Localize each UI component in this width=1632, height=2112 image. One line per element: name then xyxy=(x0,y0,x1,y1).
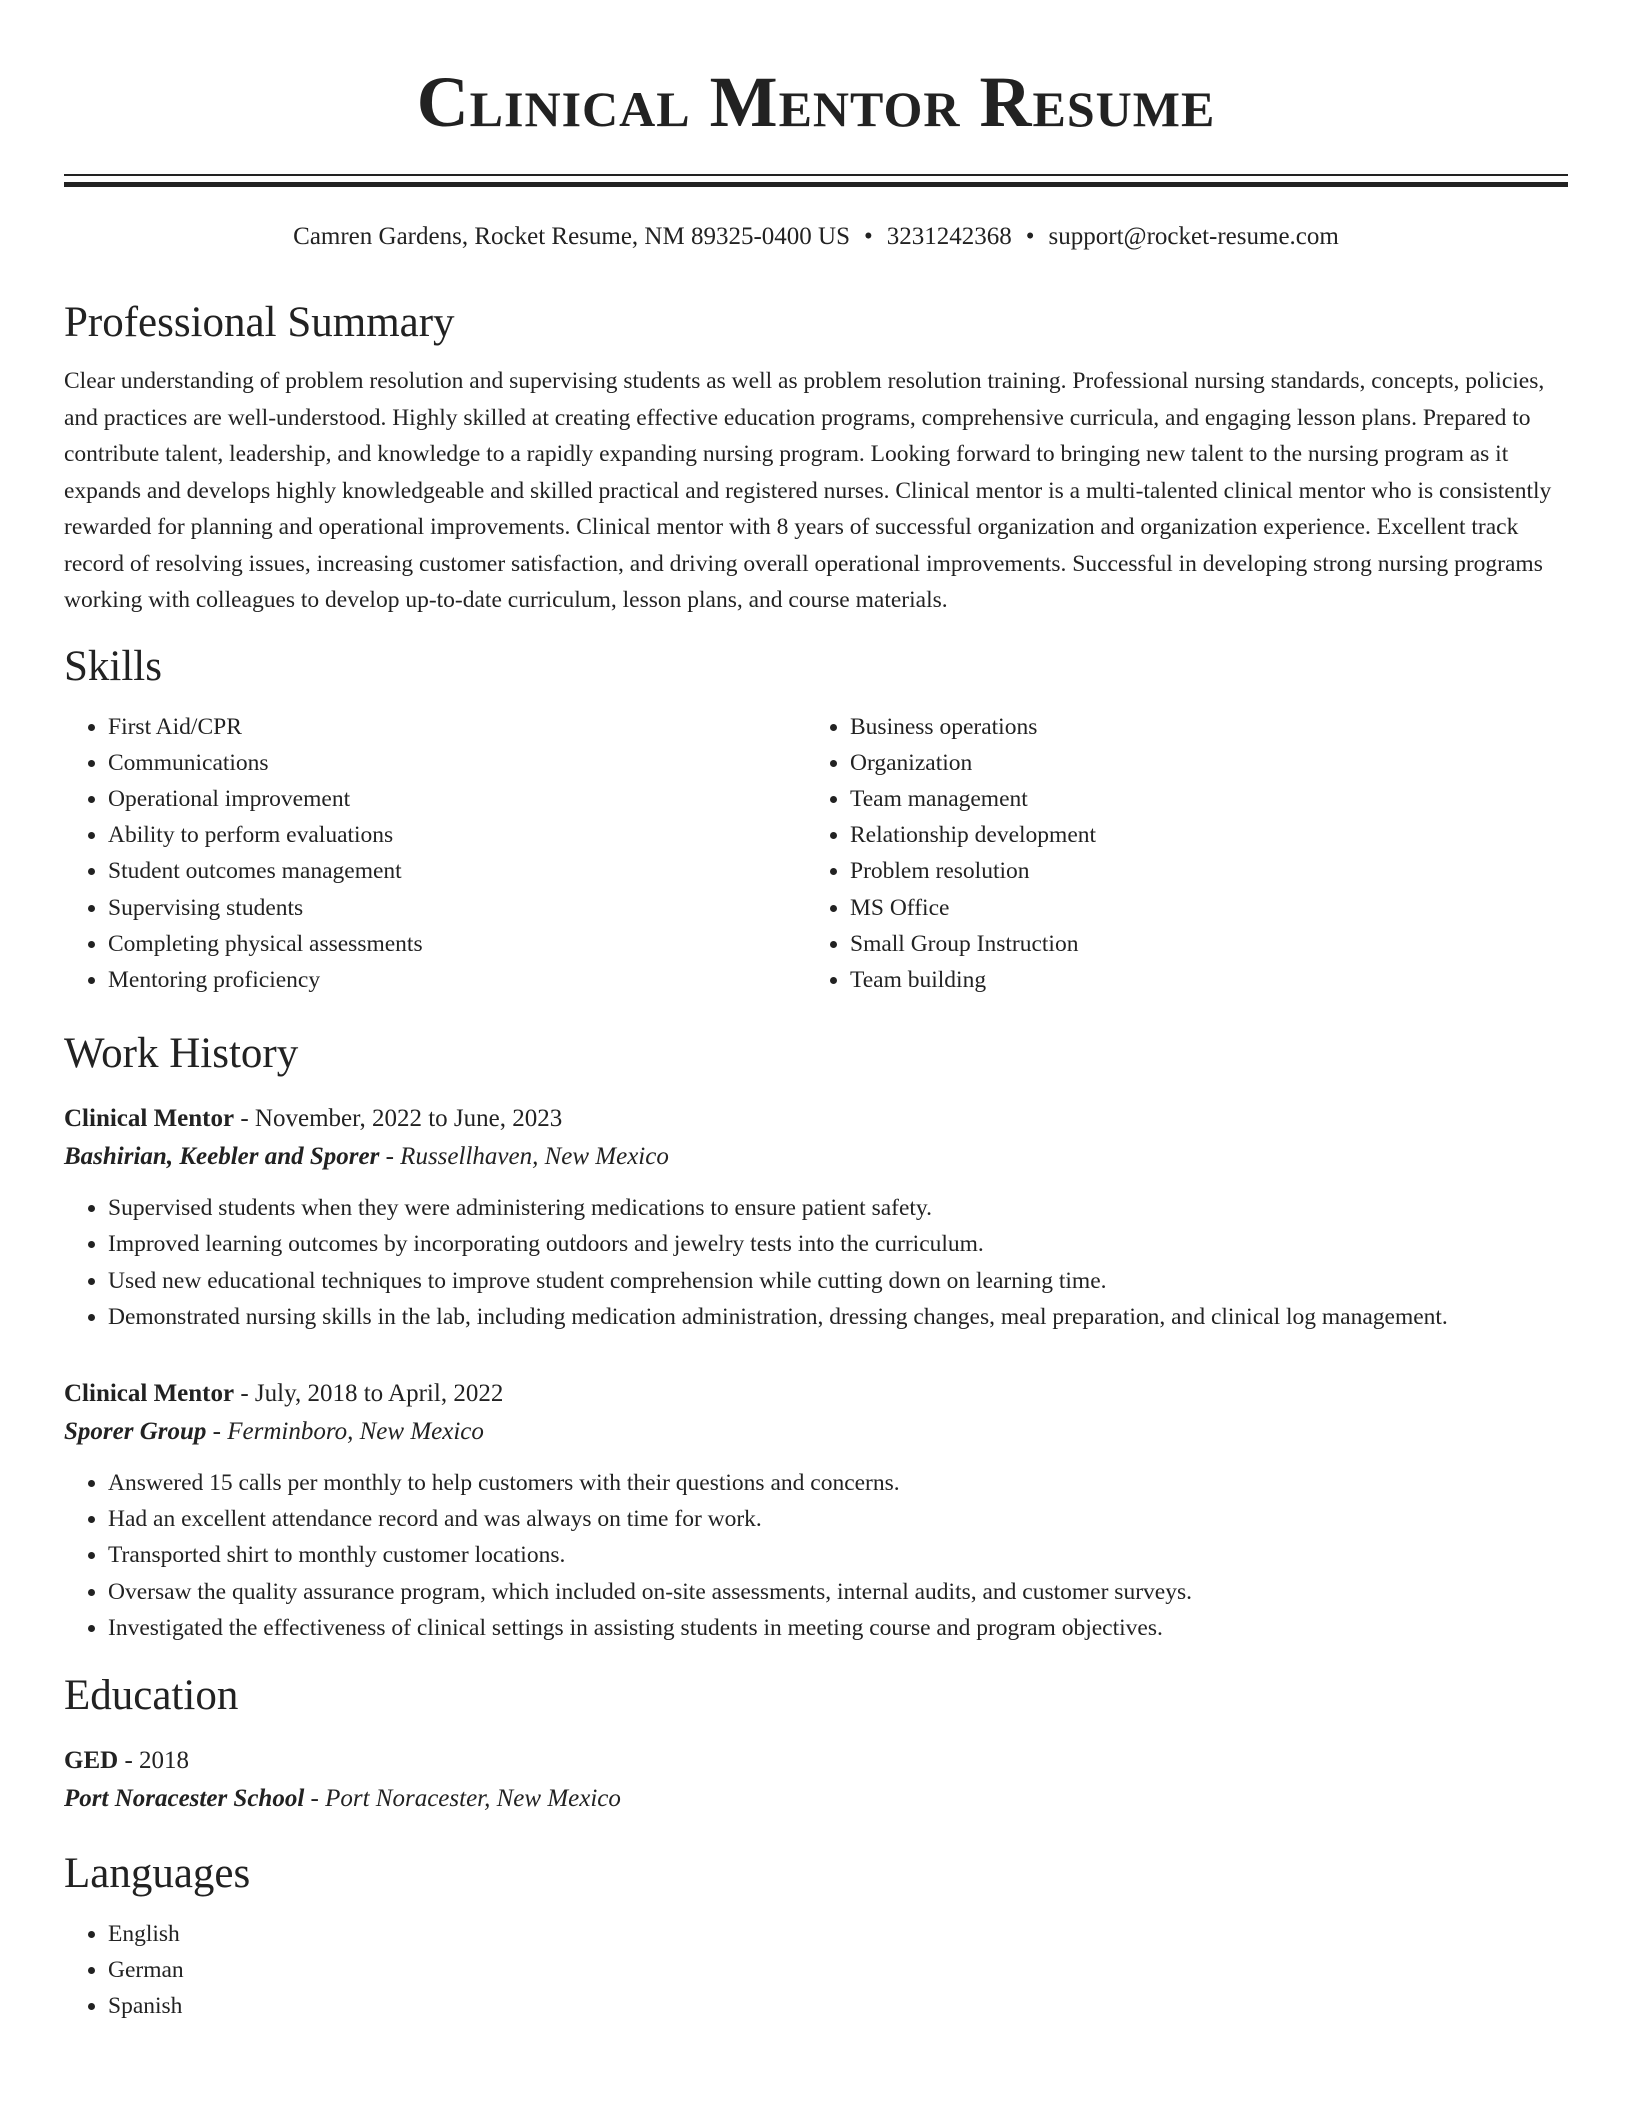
job-title-line xyxy=(64,1100,1568,1138)
skill-item: • MS Office xyxy=(850,890,1548,926)
duty-item: • Transported shirt to monthly customer locations. xyxy=(108,1537,1568,1573)
job-role: Clinical Mentor xyxy=(64,1379,235,1407)
languages-list xyxy=(64,1916,1568,2025)
job-company-line xyxy=(64,1138,1568,1176)
job-location: - Ferminboro, New Mexico xyxy=(206,1417,484,1445)
duty-item: • Demonstrated nursing skills in the lab, including medication administration, dressing changes, meal preparation, and clinical log management. xyxy=(108,1299,1568,1335)
skill-item: • First Aid/CPR xyxy=(108,709,806,745)
job-company-line xyxy=(64,1413,1568,1451)
skills-heading: Skills xyxy=(64,642,162,690)
resume-title: Clinical Mentor Resume xyxy=(416,62,1216,142)
duty-item: • Used new educational techniques to improve student comprehension while cutting down on learning time. xyxy=(108,1263,1568,1299)
skills-right-column xyxy=(806,709,1548,999)
skills-columns xyxy=(64,709,1568,999)
skill-item: • Student outcomes management xyxy=(108,853,806,889)
duty-item: • Answered 15 calls per monthly to help customers with their questions and concerns. xyxy=(108,1465,1568,1501)
contact-address: Camren Gardens, Rocket Resume, NM 89325-0400 US xyxy=(293,223,851,250)
job-title-line xyxy=(64,1375,1568,1413)
education-degree-line xyxy=(64,1742,1568,1780)
duty-item: • Improved learning outcomes by incorporating outdoors and jewelry tests into the curriculum. xyxy=(108,1226,1568,1262)
education-degree: GED xyxy=(64,1746,119,1774)
skill-item: • Supervising students xyxy=(108,890,806,926)
job-dates: - July, 2018 to April, 2022 xyxy=(234,1379,504,1407)
contact-phone: 3231242368 xyxy=(886,223,1012,250)
work-history-section xyxy=(64,1028,1568,1646)
job-duties-list xyxy=(64,1465,1568,1646)
language-item: • German xyxy=(108,1952,1568,1988)
skill-item: • Organization xyxy=(850,745,1548,781)
title-rule-thin xyxy=(64,174,1568,176)
duty-item: • Supervised students when they were administering medications to ensure patient safety. xyxy=(108,1190,1568,1226)
education-heading: Education xyxy=(64,1671,239,1719)
job-entry xyxy=(64,1375,1568,1646)
skill-item: • Small Group Instruction xyxy=(850,926,1548,962)
skill-item: • Problem resolution xyxy=(850,853,1548,889)
education-location: - Port Noracester, New Mexico xyxy=(304,1784,621,1812)
job-duties-list xyxy=(64,1190,1568,1335)
summary-text: Clear understanding of problem resolution and supervising students as well as problem resolution training. Professional nursing standards, concepts, policies, and practices are well-understood. Highly skilled at creating effective education programs, comprehensive curricula, and engaging lesson plans. Prepared to contribute talent, leadership, and knowledge to a rapidly expanding nursing program. Looking forward to bringing new talent to the nursing program as it expands and develops highly knowledgeable and skilled practical and registered nurses. Clinical mentor is a multi-talented clinical mentor who is consistently rewarded for planning and operational improvements. Clinical mentor with 8 years of successful organization and organization experience. Excellent track record of resolving issues, increasing customer satisfaction, and driving overall operational improvements. Successful in developing strong nursing programs working with colleagues to develop up-to-date curriculum, lesson plans, and course materials. xyxy=(64,368,1552,613)
skill-item: • Completing physical assessments xyxy=(108,926,806,962)
skill-item: • Team management xyxy=(850,781,1548,817)
skills-left-column xyxy=(64,709,806,999)
professional-summary-section xyxy=(64,297,1568,619)
skill-item: • Mentoring proficiency xyxy=(108,962,806,998)
language-item: • Spanish xyxy=(108,1988,1568,2024)
job-company: Bashirian, Keebler and Sporer xyxy=(64,1143,380,1171)
duty-item: • Had an excellent attendance record and was always on time for work. xyxy=(108,1501,1568,1537)
skill-item: • Ability to perform evaluations xyxy=(108,817,806,853)
education-school-line xyxy=(64,1780,1568,1818)
summary-heading: Professional Summary xyxy=(64,299,455,346)
contact-separator: • xyxy=(1025,223,1035,250)
languages-heading: Languages xyxy=(64,1849,251,1897)
duty-item: • Investigated the effectiveness of clinical settings in assisting students in meeting course and program objectives. xyxy=(108,1610,1568,1646)
skills-section xyxy=(64,641,1568,999)
education-year: - 2018 xyxy=(118,1746,190,1774)
contact-separator: • xyxy=(864,223,873,250)
skill-item: • Relationship development xyxy=(850,817,1548,853)
contact-line xyxy=(64,221,1568,253)
job-role: Clinical Mentor xyxy=(64,1105,235,1133)
skill-item: • Operational improvement xyxy=(108,781,806,817)
job-dates: - November, 2022 to June, 2023 xyxy=(234,1105,563,1133)
contact-email: support@rocket-resume.com xyxy=(1048,223,1339,250)
job-entry xyxy=(64,1100,1568,1335)
languages-section xyxy=(64,1848,1568,2025)
title-rule-thick xyxy=(64,182,1568,187)
skill-item: • Business operations xyxy=(850,709,1548,745)
duty-item: • Oversaw the quality assurance program, which included on-site assessments, internal audits, and customer surveys. xyxy=(108,1574,1568,1610)
job-company: Sporer Group xyxy=(64,1417,207,1445)
job-location: - Russellhaven, New Mexico xyxy=(379,1143,669,1171)
education-section xyxy=(64,1670,1568,1818)
language-item: • English xyxy=(108,1916,1568,1952)
work-history-heading: Work History xyxy=(64,1030,299,1078)
education-school: Port Noracester School xyxy=(64,1784,305,1812)
skill-item: • Team building xyxy=(850,962,1548,998)
education-entry xyxy=(64,1742,1568,1818)
skill-item: • Communications xyxy=(108,745,806,781)
